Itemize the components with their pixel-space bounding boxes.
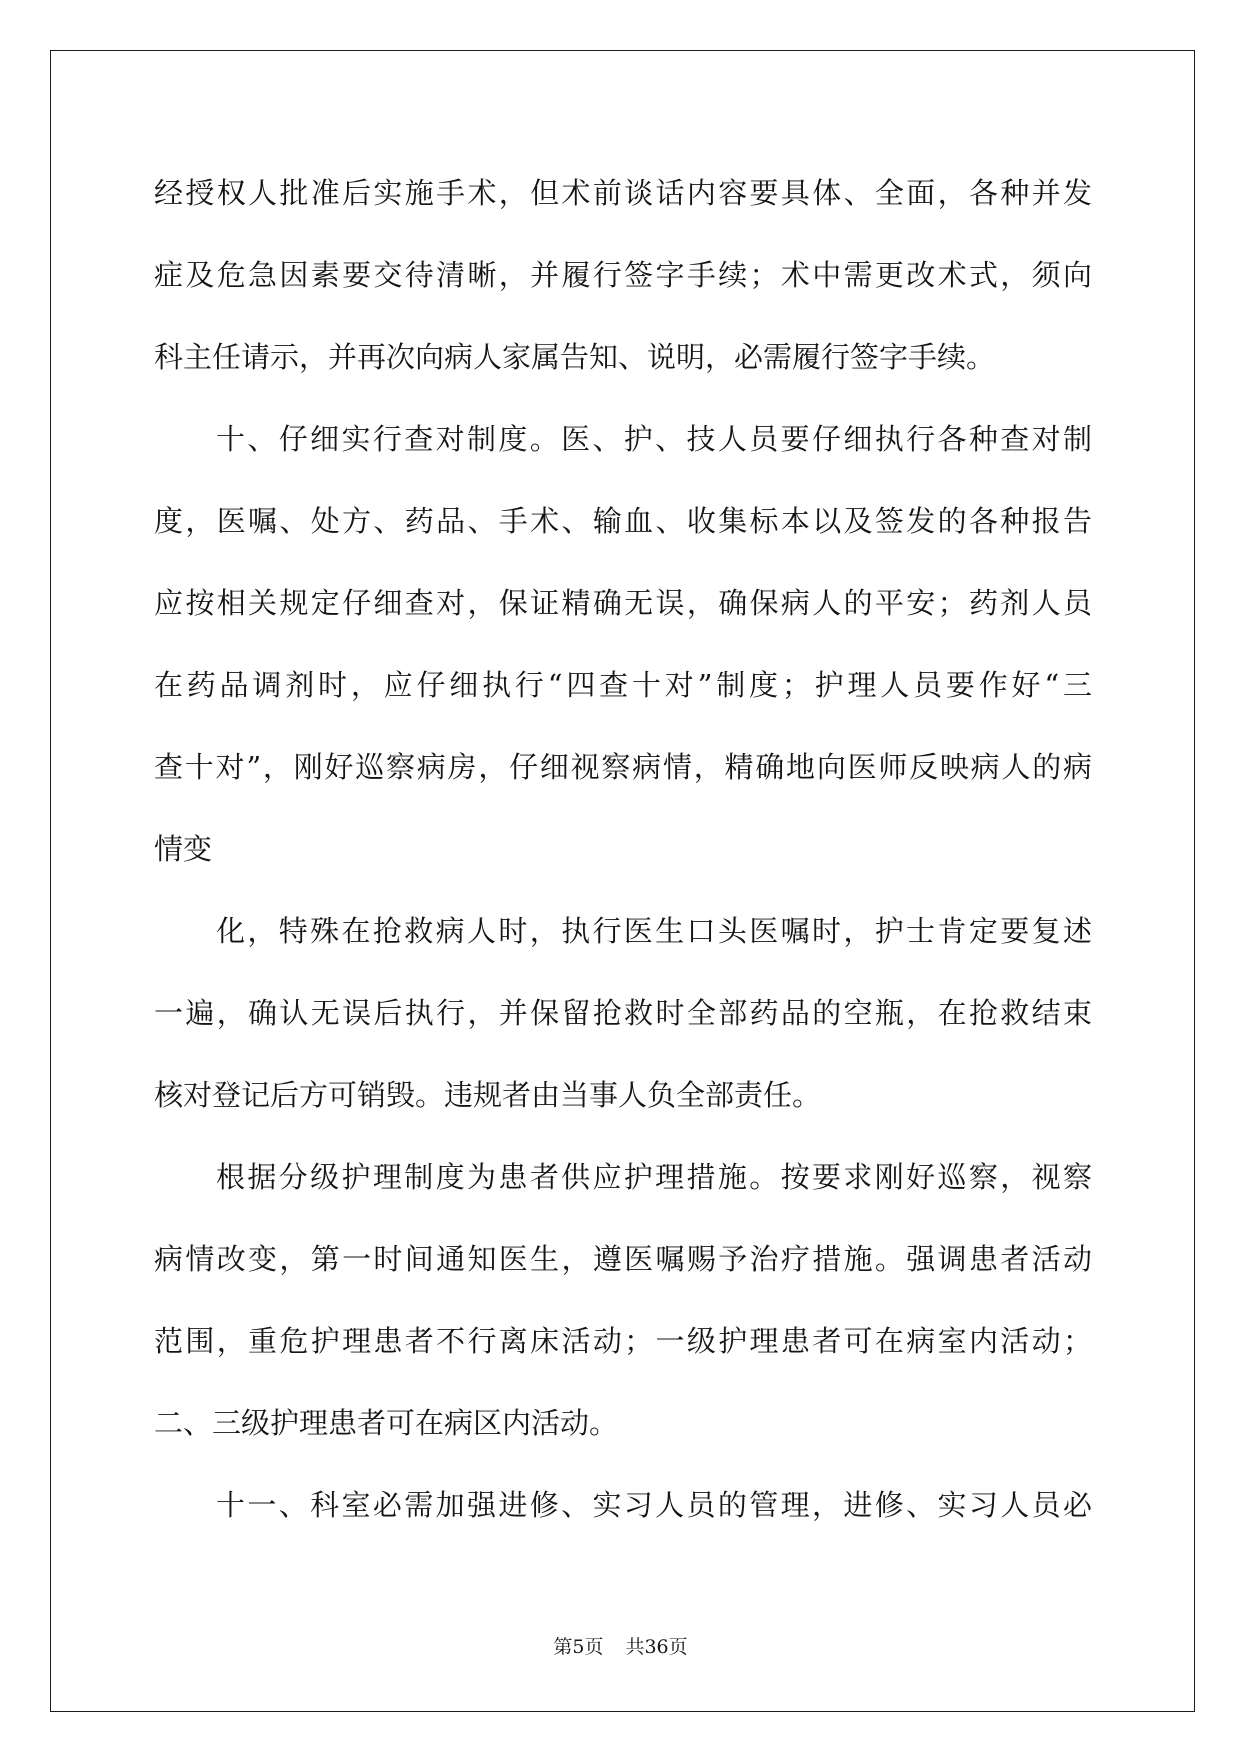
text-line: 应按相关规定仔细查对，保证精确无误，确保病人的平安；药剂人员 — [154, 586, 1092, 620]
text-line: 一遍，确认无误后执行，并保留抢救时全部药品的空瓶，在抢救结束 — [154, 996, 1092, 1030]
paragraph — [154, 398, 1092, 890]
paragraph — [154, 1136, 1092, 1464]
paragraph — [154, 152, 1092, 398]
paragraph — [154, 890, 1092, 1136]
text-line: 症及危急因素要交待清晰，并履行签字手续；术中需更改术式，须向 — [154, 258, 1092, 292]
text-line: 科主任请示，并再次向病人家属告知、说明，必需履行签字手续。 — [154, 340, 996, 374]
text-line: 范围，重危护理患者不行离床活动；一级护理患者可在病室内活动； — [154, 1324, 1092, 1358]
text-line: 在药品调剂时，应仔细执行“四查十对”制度；护理人员要作好“三 — [154, 668, 1092, 702]
text-line: 十、仔细实行查对制度。医、护、技人员要仔细执行各种查对制 — [216, 422, 1092, 456]
text-line: 根据分级护理制度为患者供应护理措施。按要求刚好巡察，视察 — [216, 1160, 1092, 1194]
document-body — [154, 152, 1092, 1546]
total-page-count: 共36页 — [625, 1636, 688, 1658]
text-line: 二、三级护理患者可在病区内活动。 — [154, 1406, 619, 1440]
text-line: 核对登记后方可销毁。违规者由当事人负全部责任。 — [154, 1078, 822, 1112]
current-page-number: 第5页 — [553, 1636, 604, 1658]
text-line: 情变 — [154, 832, 213, 866]
text-line: 经授权人批准后实施手术，但术前谈话内容要具体、全面，各种并发 — [154, 176, 1092, 210]
paragraph — [154, 1464, 1092, 1546]
text-line: 十一、科室必需加强进修、实习人员的管理，进修、实习人员必 — [216, 1488, 1092, 1522]
text-line: 化，特殊在抢救病人时，执行医生口头医嘱时，护士肯定要复述 — [216, 914, 1092, 948]
page-footer — [0, 1634, 1241, 1660]
text-line: 度，医嘱、处方、药品、手术、输血、收集标本以及签发的各种报告 — [154, 504, 1092, 538]
text-line: 查十对”，刚好巡察病房，仔细视察病情，精确地向医师反映病人的病 — [154, 750, 1092, 784]
text-line: 病情改变，第一时间通知医生，遵医嘱赐予治疗措施。强调患者活动 — [154, 1242, 1092, 1276]
